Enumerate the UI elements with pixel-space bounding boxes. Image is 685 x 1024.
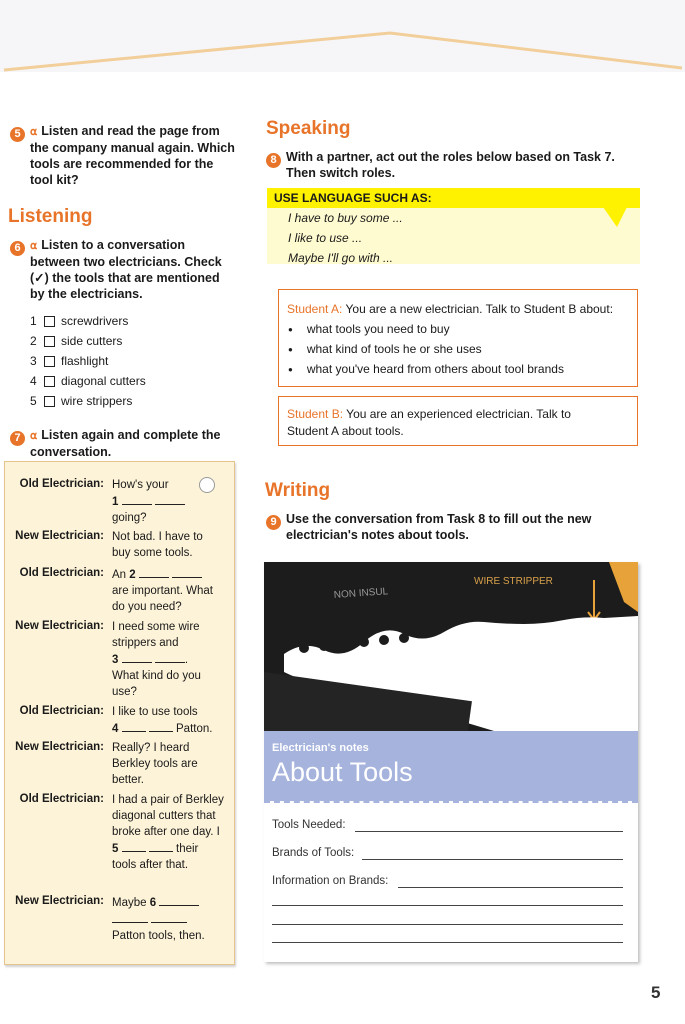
conversation-line: I need some wire strippers and 3 . What kind do you use? [112, 621, 201, 698]
answer-blank[interactable] [155, 493, 185, 505]
answer-blank[interactable] [139, 566, 169, 578]
listening-heading: Listening [8, 206, 93, 227]
writing-line[interactable] [272, 942, 623, 943]
student-a-intro [287, 302, 613, 316]
answer-blank[interactable] [122, 651, 152, 663]
speaker-label: New Electrician: [15, 741, 104, 753]
photo-label-wire-stripper: WIRE STRIPPER [474, 576, 553, 587]
task-8-text: With a partner, act out the roles below based on Task 7. Then switch roles. [286, 150, 615, 180]
conversation-line: I like to use tools 4 Patton. [112, 706, 213, 735]
speaker-label: Old Electrician: [19, 478, 104, 490]
role-bullet: ● what tools you need to buy [288, 322, 450, 336]
conversation-line: An 2 are important. What do you need? [112, 566, 224, 615]
field-label-tools-needed: Tools Needed: [272, 819, 346, 831]
field-label-brands: Brands of Tools: [272, 847, 355, 859]
conversation-line: I had a pair of Berkley diagonal cutters that broke after one day. I 5 their tools after that. [112, 794, 224, 871]
answer-blank[interactable] [159, 894, 199, 906]
electricians-notes-card [264, 562, 638, 962]
student-b-text: Student B: You are an experienced electrician. Talk to Student A about tools. [287, 407, 571, 438]
answer-blank[interactable] [172, 566, 202, 578]
checkbox[interactable] [44, 336, 55, 347]
student-a-text: You are a new electrician. Talk to Student B about: [345, 302, 614, 316]
role-bullet: ● what you've heard from others about tool brands [288, 362, 564, 376]
answer-blank[interactable] [155, 651, 185, 663]
task-5 [10, 123, 235, 188]
use-language-title: USE LANGUAGE SUCH AS: [274, 191, 432, 205]
answer-blank[interactable] [151, 911, 187, 923]
headphones-icon: ⍺ [30, 126, 38, 138]
speaker-label: Old Electrician: [19, 705, 104, 717]
tools-checklist [30, 311, 146, 411]
writing-heading: Writing [265, 480, 331, 501]
conversation-line: Maybe 6 Patton tools, then. [112, 894, 224, 944]
field-label-information: Information on Brands: [272, 875, 389, 887]
answer-blank[interactable] [149, 840, 173, 852]
brands-line[interactable] [362, 859, 623, 860]
speaker-label: New Electrician: [15, 620, 104, 632]
speech-bubble-tail [603, 207, 627, 229]
task-number-badge: 9 [266, 515, 281, 530]
checkbox[interactable] [44, 376, 55, 387]
notes-title: About Tools [272, 757, 413, 787]
task-number-badge: 6 [10, 241, 25, 256]
list-item: 3 flashlight [30, 354, 109, 368]
phrase: I have to buy some ... [288, 211, 403, 225]
answer-blank[interactable] [149, 720, 173, 732]
checkbox[interactable] [44, 356, 55, 367]
speaker-label: New Electrician: [15, 530, 104, 542]
headphones-icon: ⍺ [30, 430, 38, 442]
conversation-line: Not bad. I have to buy some tools. [112, 531, 203, 559]
answer-blank[interactable] [122, 840, 146, 852]
role-bullet: ● what kind of tools he or she uses [288, 342, 482, 356]
writing-line[interactable] [272, 924, 623, 925]
tools-needed-line[interactable] [355, 831, 623, 832]
list-item: 2 side cutters [30, 334, 123, 348]
task-7 [10, 427, 235, 460]
information-line[interactable] [398, 887, 623, 888]
speaker-label: New Electrician: [15, 895, 104, 907]
conversation-line: How's your 1 going? [112, 477, 224, 526]
answer-blank[interactable] [122, 493, 152, 505]
answer-blank[interactable] [122, 720, 146, 732]
checkbox[interactable] [44, 316, 55, 327]
header-divider [0, 0, 685, 75]
speaking-heading: Speaking [266, 118, 351, 139]
task-9 [266, 511, 641, 543]
photo-label-non-insul: NON INSUL [333, 586, 389, 601]
phrase: I like to use ... [288, 231, 363, 245]
writing-line[interactable] [272, 905, 623, 906]
checkbox[interactable] [44, 396, 55, 407]
wire-stripper-photo [264, 562, 638, 737]
headphones-icon: ⍺ [30, 240, 38, 252]
task-number-badge: 5 [10, 127, 25, 142]
student-a-label: Student A: [287, 302, 343, 316]
conversation-line: Really? I heard Berkley tools are better. [112, 742, 198, 786]
speaker-label: Old Electrician: [19, 567, 104, 579]
task-9-text: Use the conversation from Task 8 to fill out the new electrician's notes about tools. [286, 512, 592, 542]
task-number-badge: 7 [10, 431, 25, 446]
page-number: 5 [651, 983, 661, 1002]
student-b-label: Student B: [287, 407, 344, 421]
notes-small-title: Electrician's notes [272, 742, 369, 754]
tear-line [264, 801, 638, 803]
speaker-label: Old Electrician: [19, 793, 104, 805]
phrase: Maybe I'll go with ... [288, 251, 393, 265]
answer-blank[interactable] [112, 911, 148, 923]
task-number-badge: 8 [266, 153, 281, 168]
list-item: 4 diagonal cutters [30, 374, 146, 388]
task-6-text: Listen to a conversation between two electricians. Check (✓) the tools that are mentioned by the electricians. [30, 238, 222, 301]
task-7-text: Listen again and complete the conversation. [30, 428, 221, 459]
task-5-text: Listen and read the page from the company manual again. Which tools are recommended for the tool kit? [30, 124, 235, 187]
task-6 [10, 237, 235, 302]
task-8 [266, 149, 641, 181]
list-item: 5 wire strippers [30, 394, 133, 408]
list-item: 1 screwdrivers [30, 314, 129, 328]
